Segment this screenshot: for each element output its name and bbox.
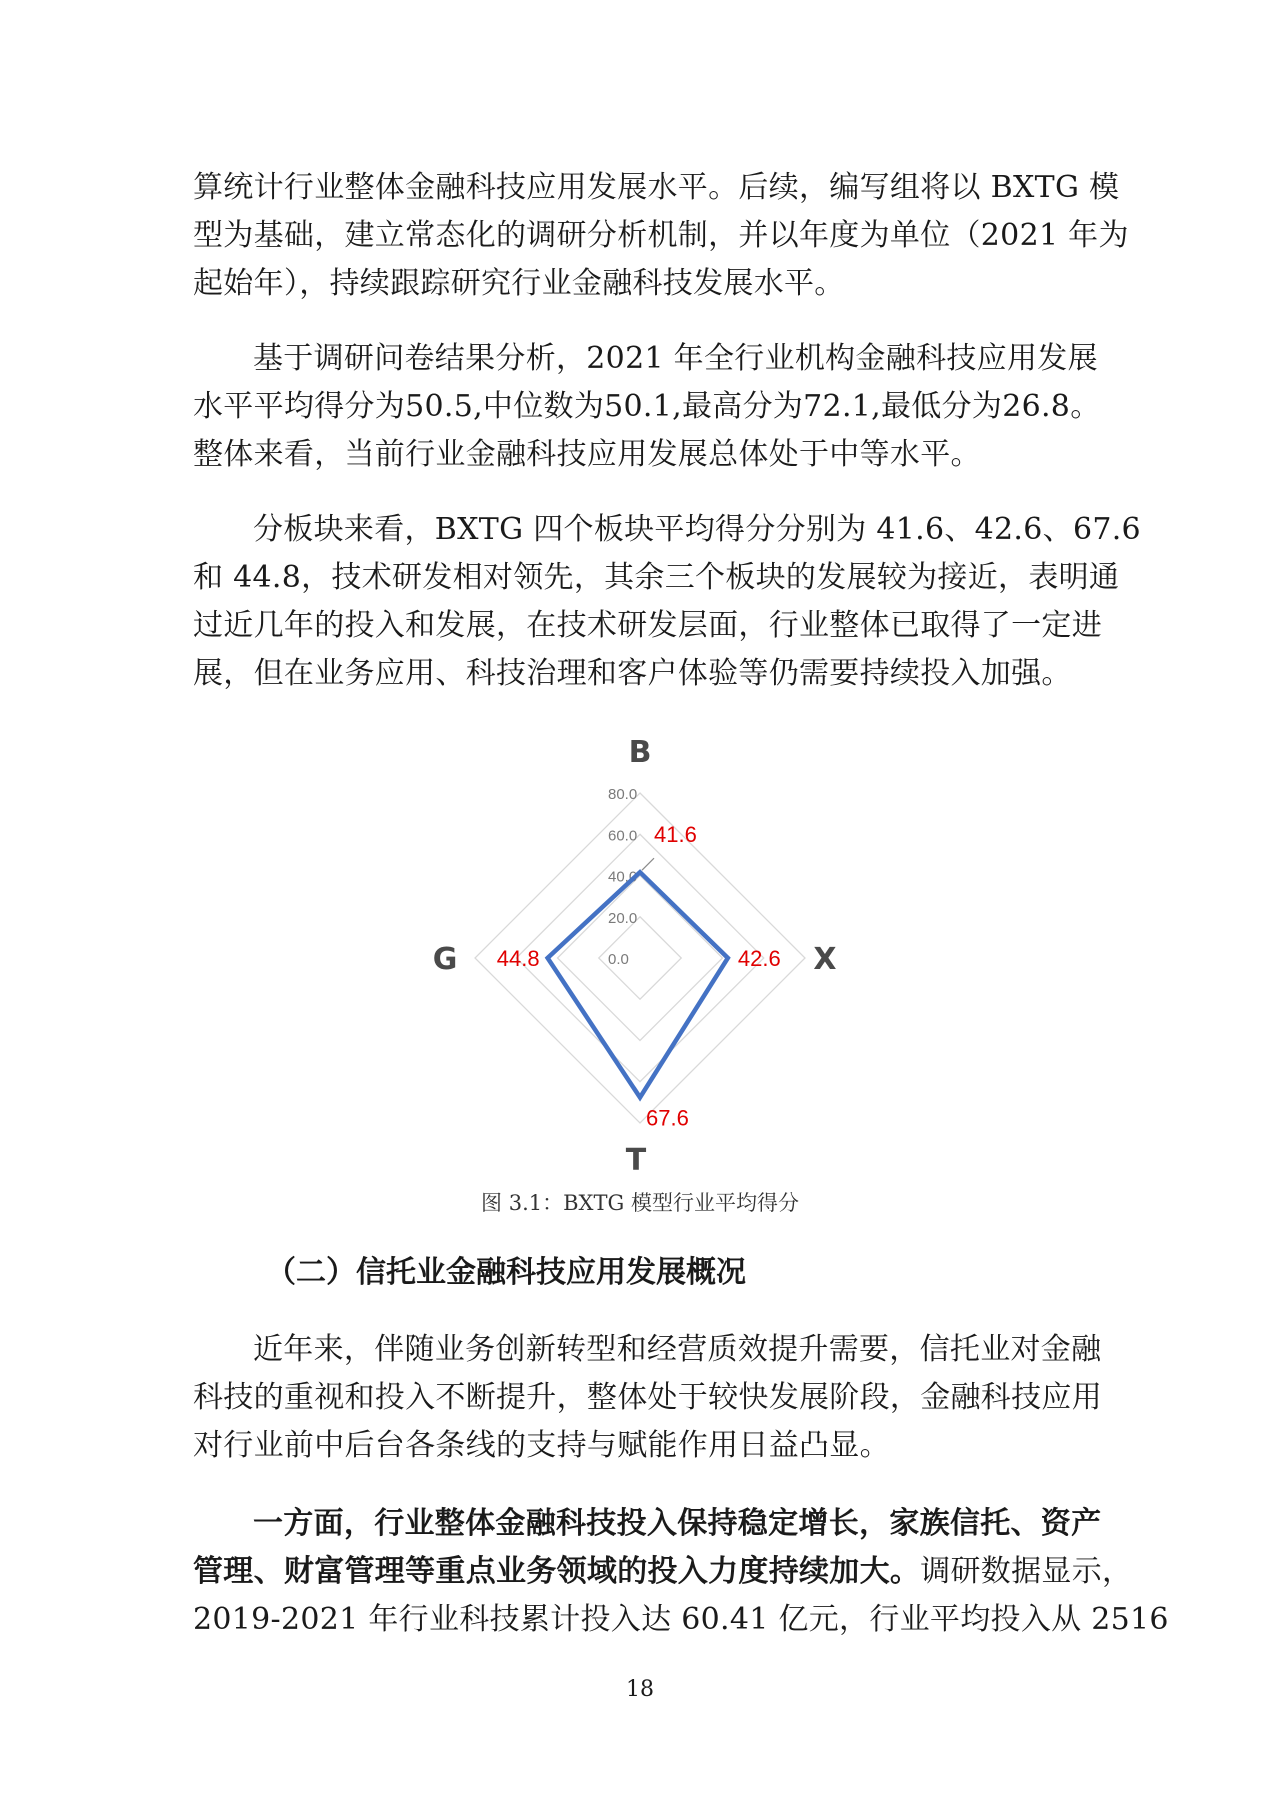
paragraph-5-line-2-bold: 管理、财富管理等重点业务领域的投入力度持续加大。 [193,1554,921,1589]
radar-data-label-B: 41.6 [654,822,697,848]
radar-tick-label: 0.0 [608,951,629,968]
paragraph-2-line-1: 基于调研问卷结果分析，2021 年全行业机构金融科技应用发展 [253,341,1098,376]
figure-caption: 图 3.1：BXTG 模型行业平均得分 [481,1191,799,1215]
paragraph-5-line-2 [193,1552,1133,1592]
radar-series-line [548,872,728,1097]
radar-axis-label-G: G [432,942,458,977]
paragraph-4-line-1: 近年来，伴随业务创新转型和经营质效提升需要，信托业对金融 [253,1332,1102,1367]
radar-grid-ring-40 [558,876,723,1041]
radar-label-leader [642,858,654,870]
paragraph-4-line-2: 科技的重视和投入不断提升，整体处于较快发展阶段，金融科技应用 [193,1380,1102,1415]
radar-series [548,872,728,1097]
paragraph-2-line-2: 水平平均得分为50.5,中位数为50.1,最高分为72.1,最低分为26.8。 [193,389,1101,424]
radar-data-label-T: 67.6 [646,1105,689,1131]
radar-tick-label: 20.0 [608,909,638,927]
paragraph-5-line-2-normal: 调研数据显示， [920,1554,1133,1589]
paragraph-1-line-2: 型为基础，建立常态化的调研分析机制，并以年度为单位（2021 年为 [193,218,1129,253]
paragraph-5-line-3: 2019-2021 年行业科技累计投入达 60.41 亿元，行业平均投入从 2516 [193,1602,1169,1637]
section-heading: （二）信托业金融科技应用发展概况 [266,1255,746,1290]
paragraph-1-line-1: 算统计行业整体金融科技应用发展水平。后续，编写组将以 BXTG 模 [193,170,1120,205]
radar-tick-label: 40.0 [608,868,638,886]
paragraph-5-line-1: 一方面，行业整体金融科技投入保持稳定增长，家族信托、资产 [253,1506,1102,1541]
radar-axis-label-X: X [813,942,837,977]
radar-data-labels [497,822,781,1130]
radar-axis-label-T: T [625,1143,647,1178]
paragraph-1-line-3: 起始年），持续跟踪研究行业金融科技发展水平。 [193,266,845,301]
paragraph-3-line-3: 过近几年的投入和发展，在技术研发层面，行业整体已取得了一定进 [193,608,1102,643]
radar-axis-label-B: B [628,735,652,770]
paragraph-3-line-4: 展，但在业务应用、科技治理和客户体验等仍需要持续投入加强。 [193,656,1072,691]
paragraph-2-line-3: 整体来看，当前行业金融科技应用发展总体处于中等水平。 [193,437,981,472]
radar-tick-label: 80.0 [608,786,638,803]
paragraph-4-line-3: 对行业前中后台各条线的支持与赋能作用日益凸显。 [193,1428,890,1463]
page-number: 18 [626,1677,654,1702]
radar-data-label-X: 42.6 [737,946,781,971]
radar-data-label-G: 44.8 [496,946,540,971]
paragraph-3-line-2: 和 44.8，技术研发相对领先，其余三个板块的发展较为接近，表明通 [193,560,1120,595]
paragraph-3-line-1: 分板块来看，BXTG 四个板块平均得分分别为 41.6、42.6、67.6 [253,512,1141,547]
radar-tick-label: 60.0 [608,827,638,845]
